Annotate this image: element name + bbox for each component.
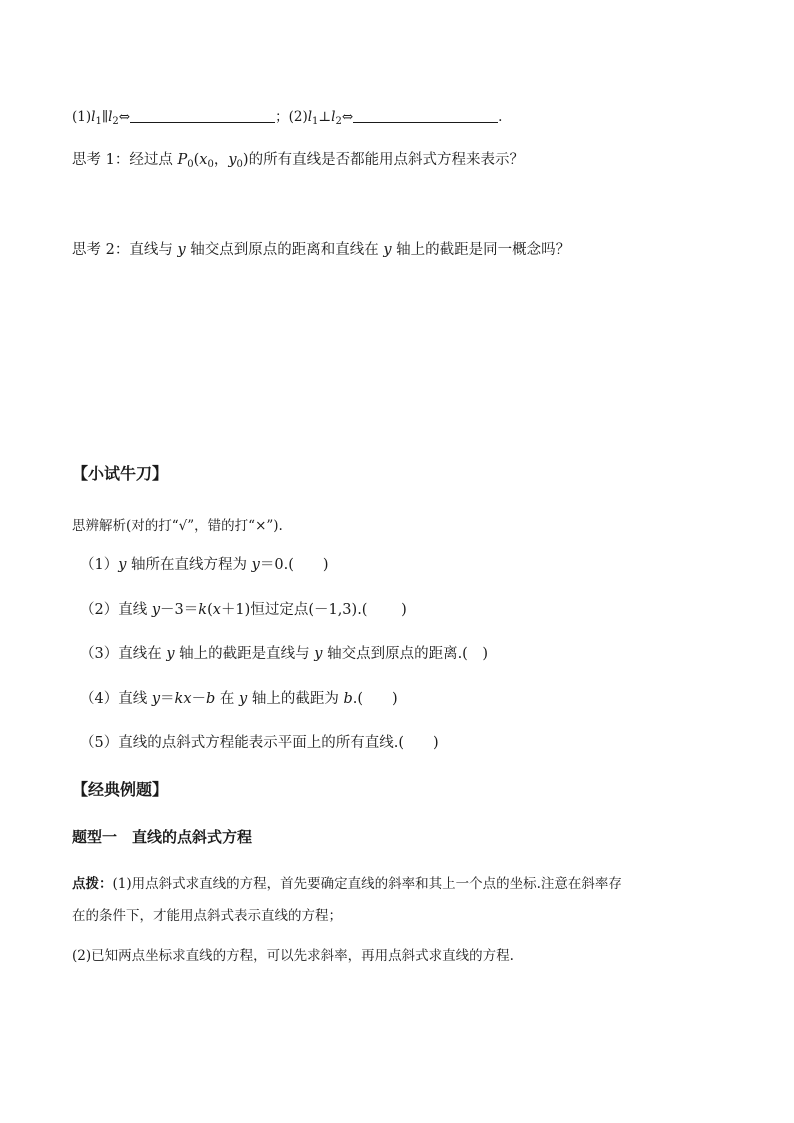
text: ＋1)恒过定点(－1,3).( ) — [220, 602, 407, 618]
perpendicular-symbol: ⊥ — [318, 109, 332, 125]
var-y: y — [177, 242, 186, 258]
judge-item-4 — [80, 691, 398, 708]
subscript: 1 — [95, 116, 102, 127]
subscript: 0 — [187, 159, 194, 170]
text: （1） — [80, 557, 119, 573]
var-y: y — [151, 691, 161, 707]
judge-item-2 — [80, 602, 407, 619]
subscript: 1 — [312, 116, 319, 127]
var-x: x — [212, 602, 221, 618]
section-heading-examples: 【经典例题】 — [72, 780, 169, 799]
judge-item-5: （5）直线的点斜式方程能表示平面上的所有直线.( ) — [80, 735, 439, 751]
text: 思考 1：经过点 — [72, 152, 178, 168]
subscript: 2 — [112, 116, 119, 127]
var-b: b — [343, 691, 353, 707]
answer-blank-2[interactable] — [353, 108, 498, 123]
point-p: P — [177, 152, 188, 168]
text: 轴所在直线方程为 — [126, 557, 252, 573]
var-y: y — [251, 557, 260, 573]
var-y: y — [239, 691, 248, 707]
var-y: y — [314, 646, 323, 662]
parallel-symbol: ∥ — [101, 109, 109, 125]
iff-symbol: ⇔ — [118, 109, 131, 125]
text: .( ) — [352, 691, 398, 707]
text: 轴上的截距是直线与 — [174, 646, 315, 662]
var-b: b — [206, 691, 216, 707]
think-question-1 — [72, 152, 524, 169]
text: 轴交点到原点的距离.( ) — [322, 646, 489, 662]
subscript: 0 — [236, 159, 243, 170]
judge-intro: 思辨解析(对的打“√”，错的打“×”). — [72, 518, 283, 534]
tip-line-1 — [72, 876, 622, 892]
subscript: 0 — [207, 159, 214, 170]
var-y: y — [228, 152, 237, 168]
var-y: y — [166, 646, 175, 662]
var-k: k — [198, 602, 208, 618]
tip-line-3: (2)已知两点坐标求直线的方程，可以先求斜率，再用点斜式求直线的方程. — [72, 948, 514, 964]
question-type-heading: 题型一 直线的点斜式方程 — [72, 828, 253, 846]
judge-item-3 — [80, 646, 488, 663]
text: －3＝ — [160, 602, 199, 618]
line-l2: l — [108, 109, 113, 125]
var-x: x — [199, 152, 208, 168]
tip-text: (1)用点斜式求直线的方程，首先要确定直线的斜率和其上一个点的坐标.注意在斜率存 — [112, 876, 622, 892]
part2-prefix: (2) — [288, 109, 308, 125]
think-question-2 — [72, 242, 570, 259]
tip-label: 点拨： — [72, 876, 113, 892]
answer-blank-1[interactable] — [130, 108, 275, 123]
var-y: y — [118, 557, 127, 573]
line-l1: l — [91, 109, 96, 125]
text: )的所有直线是否都能用点斜式方程来表示？ — [242, 152, 525, 168]
period: . — [498, 109, 503, 125]
text: － — [191, 691, 207, 707]
fill-in-line — [72, 108, 502, 125]
text: 在 — [215, 691, 240, 707]
text: 轴上的截距为 — [247, 691, 344, 707]
line-l2: l — [331, 109, 336, 125]
text: 思考 2：直线与 — [72, 242, 178, 258]
part1-prefix: (1) — [72, 109, 92, 125]
text: ＝ — [160, 691, 175, 707]
section-heading-try: 【小试牛刀】 — [72, 464, 169, 483]
text: ( — [193, 152, 200, 168]
iff-symbol: ⇔ — [341, 109, 354, 125]
text: 轴交点到原点的距离和直线在 — [185, 242, 384, 258]
text: ＝0.( ) — [259, 557, 329, 573]
judge-item-1 — [80, 557, 329, 574]
var-y: y — [151, 602, 161, 618]
var-kx: kx — [174, 691, 192, 707]
text: （4）直线 — [80, 691, 152, 707]
text: （2）直线 — [80, 602, 152, 618]
var-y: y — [383, 242, 392, 258]
line-l1: l — [307, 109, 313, 125]
text: ， — [213, 152, 229, 168]
subscript: 2 — [335, 116, 342, 127]
separator: ； — [275, 109, 289, 125]
text: ( — [207, 602, 213, 618]
tip-line-2: 在的条件下，才能用点斜式表示直线的方程； — [72, 908, 342, 924]
text: （3）直线在 — [80, 646, 167, 662]
text: 轴上的截距是同一概念吗？ — [391, 242, 571, 258]
